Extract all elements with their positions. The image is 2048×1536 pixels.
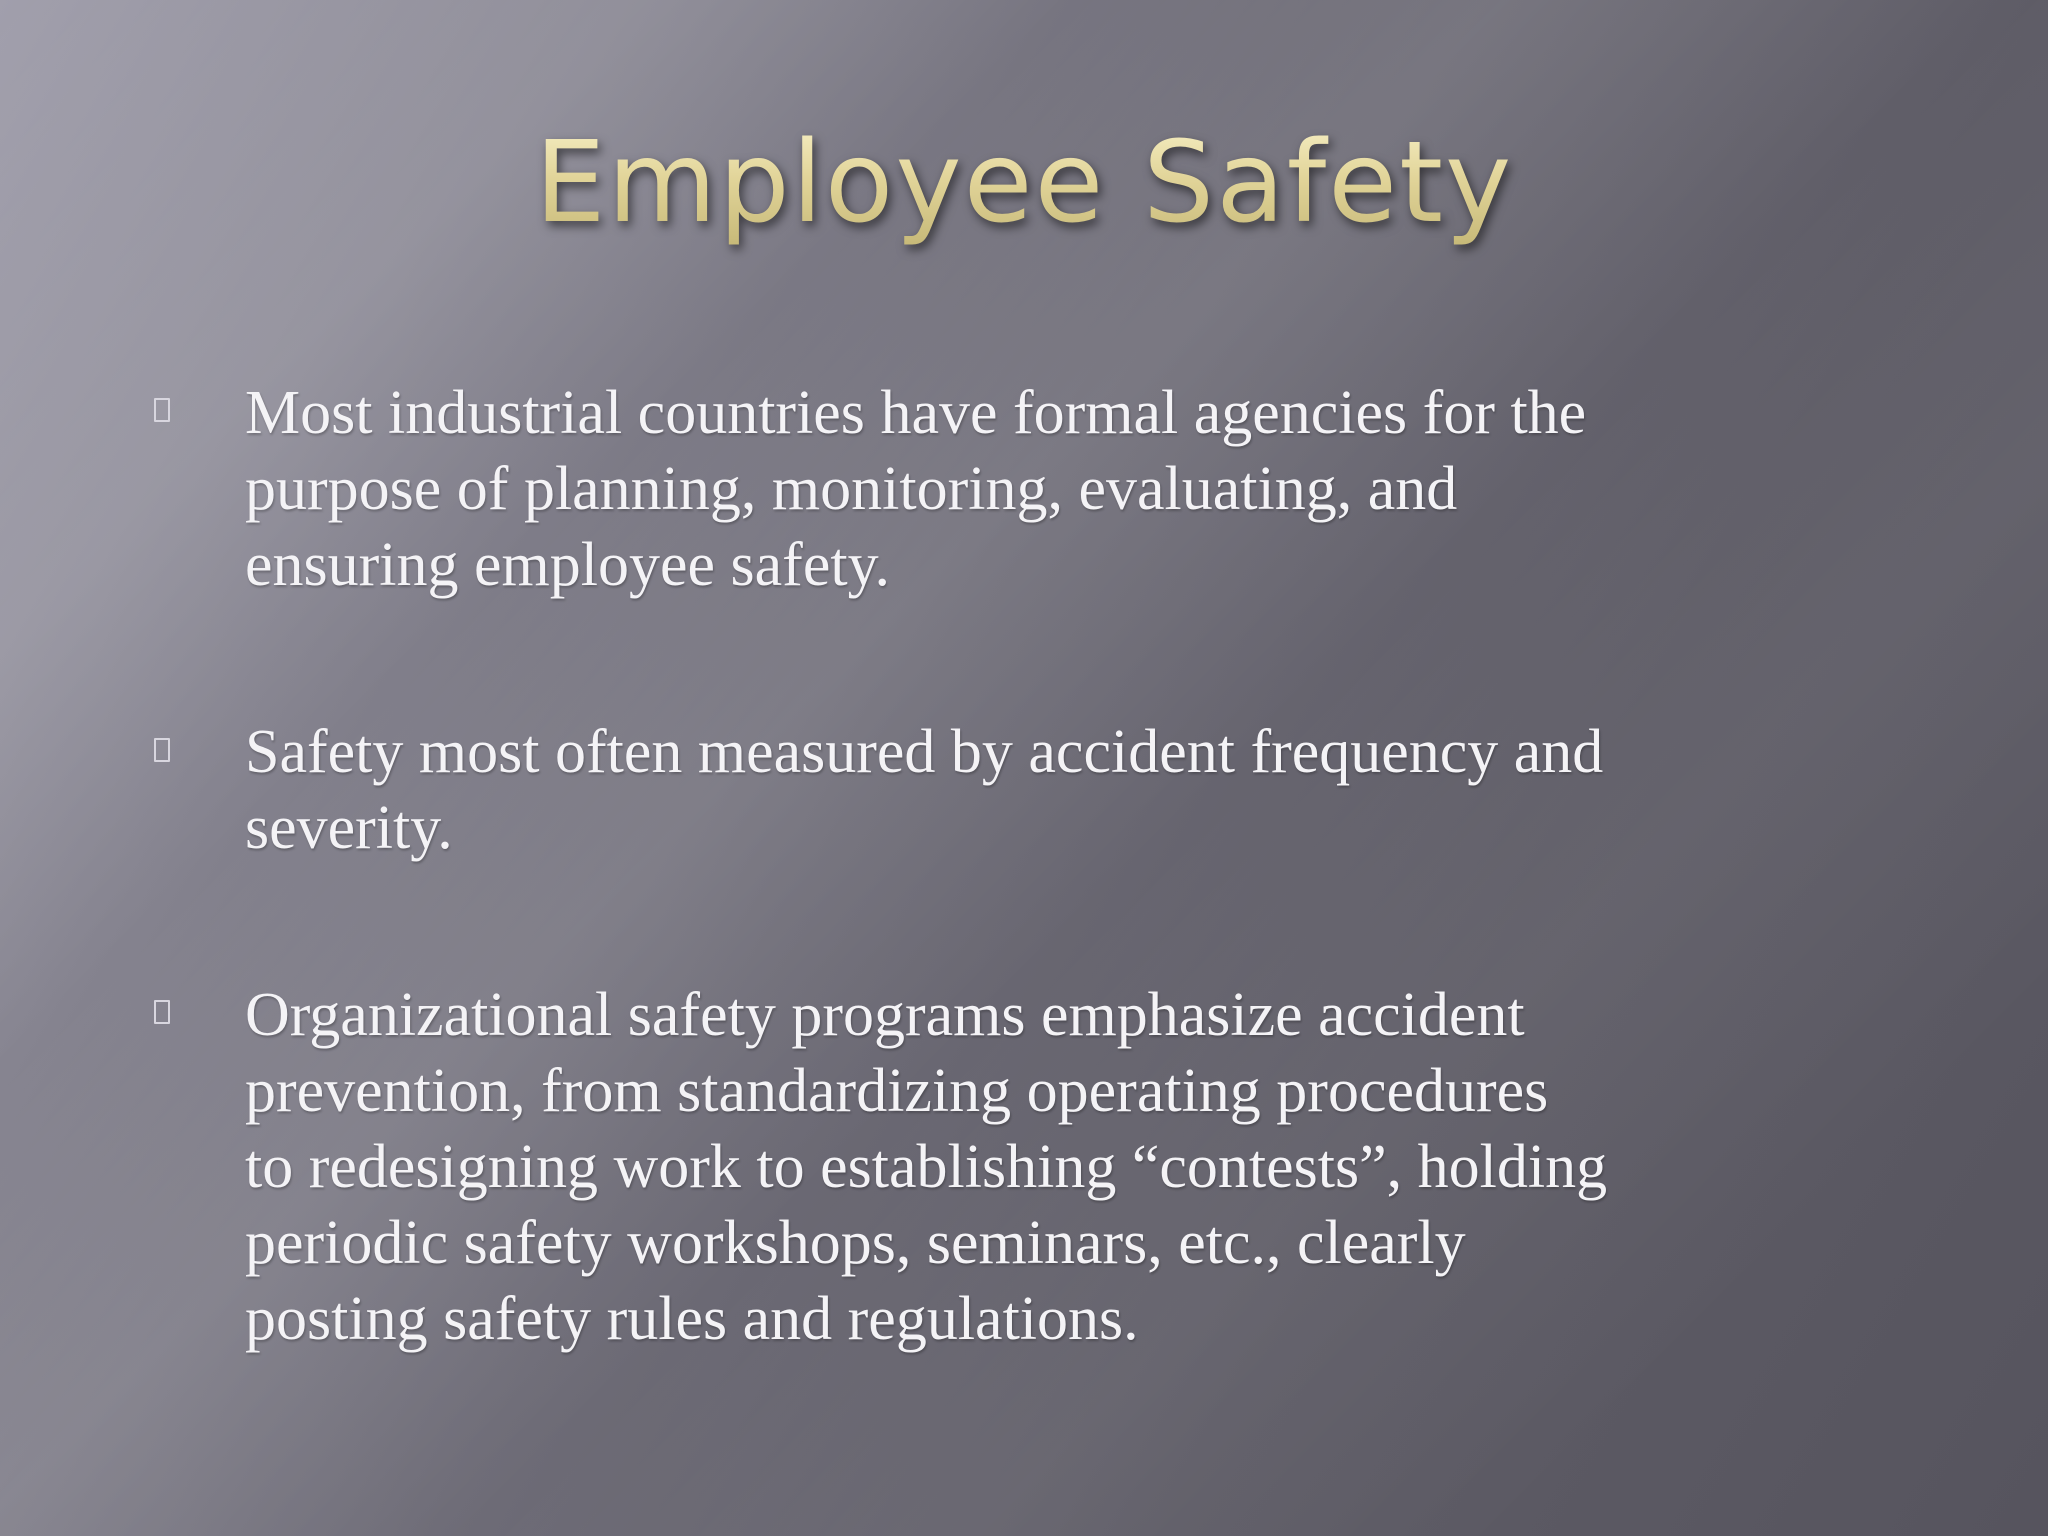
bullet-text: [245, 714, 1945, 866]
bullet-line: posting safety rules and regulations.: [245, 1285, 1139, 1353]
bullet-line: prevention, from standardizing operating procedures: [245, 1057, 1549, 1125]
slide-title: Employee Safety: [0, 118, 2048, 248]
bullet-marker-icon: [154, 398, 170, 422]
bullet-line: Organizational safety programs emphasize accident: [245, 981, 1525, 1049]
bullet-text: [245, 375, 1945, 603]
bullet-line: severity.: [245, 794, 453, 862]
bullet-line: to redesigning work to establishing “contests”, holding: [245, 1133, 1608, 1201]
bullet-text: [245, 977, 1945, 1357]
bullet-line: ensuring employee safety.: [245, 531, 891, 599]
bullet-marker-icon: [154, 1000, 170, 1024]
bullet-line: periodic safety workshops, seminars, etc., clearly: [245, 1209, 1466, 1277]
bullet-line: Safety most often measured by accident frequency and: [245, 718, 1604, 786]
bullet-line: purpose of planning, monitoring, evaluating, and: [245, 455, 1458, 523]
bullet-line: Most industrial countries have formal agencies for the: [245, 379, 1587, 447]
bullet-marker-icon: [154, 738, 170, 762]
